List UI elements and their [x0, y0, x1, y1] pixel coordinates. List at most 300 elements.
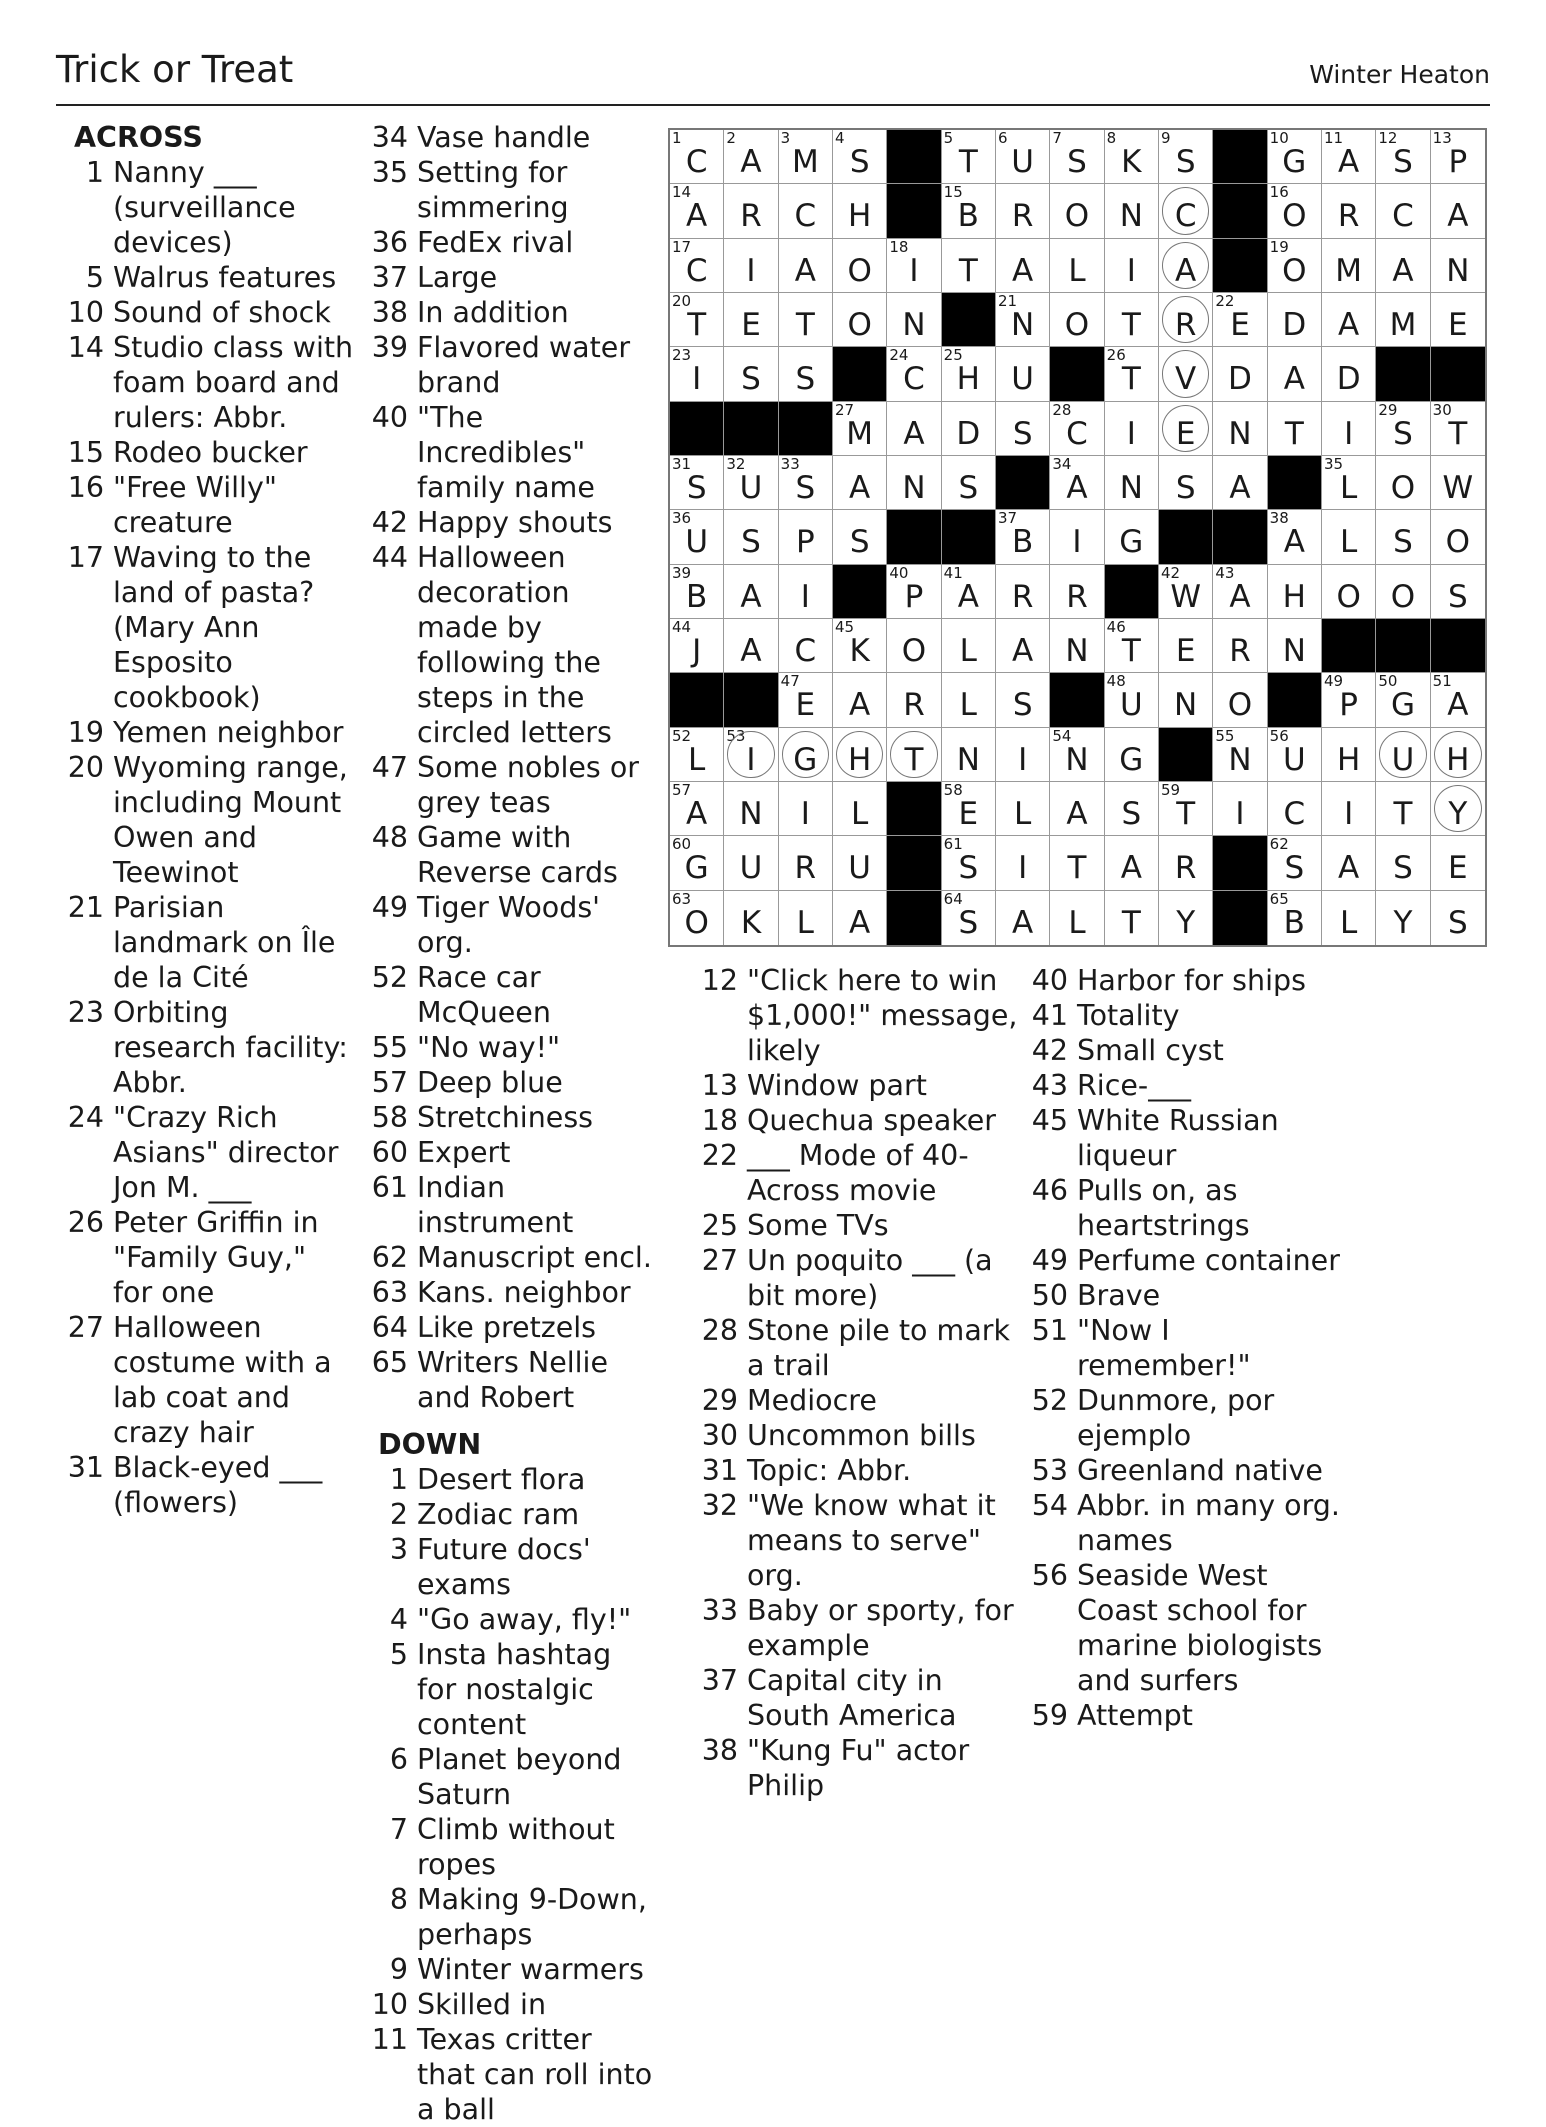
down-clue-31 [698, 1453, 1018, 1488]
cell-letter: S [958, 469, 979, 506]
clue-text: "Go away, fly!" [417, 1603, 632, 1636]
cell-letter: L [1014, 795, 1032, 832]
cell-number: 15 [943, 183, 963, 202]
cell-number: 33 [780, 454, 800, 473]
grid-cell [1050, 402, 1104, 456]
clue-text: Writers Nellie and Robert [417, 1346, 609, 1414]
clue-text: Capital city in South America [747, 1664, 957, 1732]
cell-letter: A [1229, 469, 1251, 506]
down-clue-59 [1028, 1698, 1348, 1733]
clue-text: Tiger Woods' org. [417, 891, 601, 959]
cell-letter: E [1230, 306, 1250, 343]
grid-cell [1322, 347, 1376, 401]
black-square [887, 782, 941, 836]
across-clue-26 [64, 1205, 354, 1310]
across-clue-16 [64, 470, 354, 540]
cell-letter: R [903, 687, 925, 724]
cell-letter: P [904, 578, 924, 615]
grid-cell [942, 347, 996, 401]
cell-letter: C [903, 361, 925, 398]
cell-letter: C [685, 252, 708, 289]
grid-cell [779, 130, 833, 184]
cell-letter: M [791, 144, 819, 180]
grid-cell [670, 456, 724, 510]
grid-cell [996, 402, 1050, 456]
grid-cell [1050, 565, 1104, 619]
clue-number: 15 [67, 436, 104, 469]
cell-letter: O [1336, 578, 1361, 615]
black-square [887, 184, 941, 238]
down-clue-2 [368, 1497, 658, 1532]
cell-number: 8 [1106, 129, 1117, 147]
grid-cell [1105, 239, 1159, 293]
clue-text: "No way!" [417, 1031, 561, 1064]
clue-text: Like pretzels [417, 1311, 597, 1344]
cell-number: 5 [943, 129, 954, 147]
clue-number: 60 [371, 1136, 408, 1169]
cell-letter: U [1391, 741, 1415, 778]
across-clue-38 [368, 295, 658, 330]
across-clue-27 [64, 1310, 354, 1450]
grid-cell [1431, 402, 1485, 456]
clue-text: Climb without ropes [417, 1813, 615, 1881]
down-clue-33 [698, 1593, 1018, 1663]
clue-text: Halloween costume with a lab coat and crazy hair [113, 1311, 332, 1449]
grid-cell [1050, 619, 1104, 673]
clue-text: "We know what it means to serve" org. [747, 1489, 996, 1592]
down-clue-5 [368, 1637, 658, 1742]
across-clue-47 [368, 750, 658, 820]
clue-text: Parisian landmark on Île de la Cité [113, 891, 336, 994]
cell-letter: H [956, 361, 980, 398]
grid-cell [1431, 130, 1485, 184]
cell-number: 27 [834, 400, 855, 419]
grid-cell [724, 782, 778, 836]
down-clue-6 [368, 1742, 658, 1812]
cell-letter: L [1340, 904, 1358, 941]
cell-number: 36 [672, 509, 692, 528]
clue-number: 30 [701, 1419, 738, 1452]
grid-cell [724, 130, 778, 184]
clue-text: Orbiting research facility: Abbr. [113, 996, 348, 1099]
grid-cell [1213, 456, 1267, 510]
cell-number: 37 [997, 509, 1018, 528]
cell-letter: U [1282, 741, 1306, 778]
black-square [1268, 673, 1322, 727]
cell-letter: A [1066, 795, 1088, 832]
cell-letter: T [1121, 306, 1141, 343]
clue-text: Waving to the land of pasta? (Mary Ann Esposito cookbook) [113, 541, 315, 714]
clue-number: 39 [371, 331, 408, 364]
clue-number: 37 [701, 1664, 738, 1697]
black-square [779, 402, 833, 456]
cell-letter: A [1392, 252, 1414, 289]
cell-letter: A [1338, 306, 1360, 343]
clue-number: 54 [1031, 1489, 1068, 1522]
clue-text: Nanny ___ (surveillance devices) [113, 156, 296, 259]
grid-cell [942, 456, 996, 510]
grid-cell [1431, 293, 1485, 347]
clue-number: 31 [67, 1451, 104, 1484]
clue-number: 29 [701, 1384, 738, 1417]
clue-number: 51 [1031, 1314, 1068, 1347]
grid-cell [1159, 130, 1213, 184]
grid-cell [833, 510, 887, 564]
down-clue-54 [1028, 1488, 1348, 1558]
grid-cell [1376, 239, 1430, 293]
grid-cell [1159, 239, 1213, 293]
clue-text: Un poquito ___ (a bit more) [747, 1244, 993, 1312]
across-clue-63 [368, 1275, 658, 1310]
grid-cell [1159, 184, 1213, 238]
cell-number: 60 [672, 835, 692, 854]
cell-letter: N [956, 741, 980, 778]
down-clue-51 [1028, 1313, 1348, 1383]
clue-column-1 [64, 120, 354, 1520]
cell-letter: C [794, 632, 817, 669]
grid-cell [724, 510, 778, 564]
clue-text: Kans. neighbor [417, 1276, 631, 1309]
grid-cell [1322, 728, 1376, 782]
clue-column-2 [368, 120, 658, 2127]
clue-number: 5 [389, 1638, 408, 1671]
cell-letter: B [957, 198, 979, 235]
header-divider [56, 104, 1490, 106]
down-clue-38 [698, 1733, 1018, 1803]
grid-cell [779, 728, 833, 782]
grid-cell [1050, 891, 1104, 945]
cell-number: 9 [1160, 129, 1171, 147]
cell-letter: S [958, 850, 979, 887]
grid-cell [996, 293, 1050, 347]
grid-cell [779, 565, 833, 619]
clue-text: FedEx rival [417, 226, 574, 259]
grid-cell [1159, 782, 1213, 836]
cell-letter: A [1229, 578, 1251, 615]
clue-number: 27 [67, 1311, 104, 1344]
down-clue-45 [1028, 1103, 1348, 1173]
cell-letter: O [1390, 469, 1416, 506]
grid-cell [1050, 184, 1104, 238]
cell-letter: A [1120, 850, 1142, 887]
grid-cell [1376, 891, 1430, 945]
grid-cell [996, 836, 1050, 890]
across-clue-31 [64, 1450, 354, 1520]
grid-cell [1376, 293, 1430, 347]
grid-cell [724, 293, 778, 347]
grid-cell [1050, 293, 1104, 347]
cell-letter: I [692, 361, 702, 398]
across-clue-48 [368, 820, 658, 890]
down-clue-11 [368, 2022, 658, 2127]
cell-letter: R [1337, 198, 1360, 235]
clue-number: 10 [67, 296, 104, 329]
grid-cell [670, 619, 724, 673]
cell-letter: O [1445, 524, 1471, 561]
clue-text: Sound of shock [113, 296, 331, 329]
cell-letter: S [1393, 415, 1413, 452]
grid-cell [996, 239, 1050, 293]
cell-letter: I [909, 252, 919, 289]
clue-text: Stretchiness [417, 1101, 594, 1134]
grid-cell [1376, 402, 1430, 456]
clue-number: 8 [389, 1883, 408, 1916]
clue-text: Baby or sporty, for example [747, 1594, 1014, 1662]
cell-letter: Y [1176, 904, 1196, 941]
grid-cell [996, 673, 1050, 727]
cell-number: 12 [1378, 129, 1398, 147]
cell-letter: O [901, 632, 927, 669]
clue-text: Uncommon bills [747, 1419, 976, 1452]
grid-cell [1376, 130, 1430, 184]
grid-cell [1105, 619, 1159, 673]
across-heading: ACROSS [74, 121, 203, 154]
clue-number: 53 [1031, 1454, 1068, 1487]
grid-cell [1159, 565, 1213, 619]
down-clue-12 [698, 963, 1018, 1068]
down-clue-40 [1028, 963, 1348, 998]
cell-letter: C [1066, 415, 1088, 452]
grid-cell [996, 891, 1050, 945]
grid-cell [1431, 782, 1485, 836]
cell-letter: I [1126, 415, 1136, 452]
cell-number: 46 [1106, 617, 1126, 636]
grid-cell [833, 619, 887, 673]
black-square [1376, 619, 1430, 673]
grid-cell [1376, 673, 1430, 727]
grid-cell [942, 184, 996, 238]
clue-text: Expert [417, 1136, 511, 1169]
black-square [1213, 130, 1267, 184]
cell-number: 56 [1269, 726, 1289, 745]
grid-cell [724, 565, 778, 619]
clue-number: 16 [67, 471, 104, 504]
down-heading: DOWN [378, 1428, 482, 1461]
across-clue-19 [64, 715, 354, 750]
clue-text: Desert flora [417, 1463, 586, 1496]
cell-letter: S [795, 361, 816, 398]
cell-number: 51 [1432, 672, 1452, 691]
grid-cell [779, 673, 833, 727]
cell-letter: A [1447, 198, 1469, 235]
cell-letter: R [1066, 578, 1088, 615]
cell-letter: N [1011, 306, 1035, 343]
grid-cell [670, 728, 724, 782]
clue-number: 2 [389, 1498, 408, 1531]
cell-letter: I [1344, 415, 1354, 452]
down-clue-43 [1028, 1068, 1348, 1103]
grid-cell [887, 293, 941, 347]
clue-number: 20 [67, 751, 104, 784]
down-clue-13 [698, 1068, 1018, 1103]
cell-letter: D [1336, 361, 1361, 398]
clue-text: Mediocre [747, 1384, 877, 1417]
cell-letter: R [1174, 850, 1197, 887]
grid-cell [670, 239, 724, 293]
cell-letter: S [741, 524, 761, 561]
grid-cell [779, 619, 833, 673]
black-square [1431, 619, 1485, 673]
down-clue-18 [698, 1103, 1018, 1138]
clue-number: 62 [371, 1241, 408, 1274]
clue-number: 6 [389, 1743, 408, 1776]
black-square [1213, 836, 1267, 890]
across-clue-35 [368, 155, 658, 225]
down-clue-49 [1028, 1243, 1348, 1278]
across-clue-52 [368, 960, 658, 1030]
cell-letter: A [849, 904, 871, 941]
grid-cell [670, 184, 724, 238]
cell-letter: A [1175, 252, 1197, 289]
clue-text: Yemen neighbor [113, 716, 344, 749]
cell-letter: O [1282, 252, 1307, 289]
cell-letter: R [740, 198, 762, 235]
down-clue-4 [368, 1602, 658, 1637]
grid-cell [779, 239, 833, 293]
down-clue-22 [698, 1138, 1018, 1208]
clue-number: 40 [371, 401, 408, 434]
grid-cell [1105, 184, 1159, 238]
cell-letter: L [1068, 904, 1086, 941]
grid-cell [887, 402, 941, 456]
grid-cell [779, 293, 833, 347]
grid-cell [1213, 619, 1267, 673]
cell-number: 3 [780, 129, 791, 147]
across-list-part-1 [64, 155, 354, 1520]
grid-cell [1268, 565, 1322, 619]
grid-cell [724, 347, 778, 401]
cell-number: 6 [997, 129, 1008, 147]
grid-cell [833, 239, 887, 293]
grid-cell [1159, 293, 1213, 347]
grid-cell [1322, 293, 1376, 347]
grid-cell [1105, 728, 1159, 782]
cell-letter: H [848, 198, 872, 235]
cell-number: 47 [780, 672, 800, 691]
cell-letter: W [1442, 469, 1474, 506]
cell-letter: U [848, 850, 871, 887]
cell-number: 42 [1160, 563, 1181, 582]
clue-number: 21 [67, 891, 104, 924]
cell-letter: G [684, 850, 709, 887]
clue-text: Quechua speaker [747, 1104, 997, 1137]
cell-letter: B [686, 578, 708, 615]
cell-letter: A [1283, 524, 1305, 561]
cell-letter: S [1393, 524, 1413, 561]
grid-cell [996, 510, 1050, 564]
black-square [1431, 347, 1485, 401]
clue-text: Rodeo bucker [113, 436, 308, 469]
cell-letter: M [846, 415, 874, 452]
cell-number: 43 [1215, 563, 1235, 582]
cell-letter: A [1066, 469, 1088, 506]
clue-number: 43 [1031, 1069, 1068, 1102]
clue-text: "Kung Fu" actor Philip [747, 1734, 970, 1802]
grid-cell [996, 782, 1050, 836]
black-square [1268, 456, 1322, 510]
clue-text: Wyoming range, including Mount Owen and Teewinot [113, 751, 348, 889]
grid-cell [1105, 782, 1159, 836]
clue-text: White Russian liqueur [1077, 1104, 1279, 1172]
black-square [887, 891, 941, 945]
cell-number: 24 [889, 346, 909, 365]
clue-text: Winter warmers [417, 1953, 644, 1986]
cell-letter: U [739, 850, 763, 887]
cell-number: 41 [943, 563, 963, 582]
grid-cell [887, 239, 941, 293]
clue-text: "The Incredibles" family name [417, 401, 595, 504]
grid-cell [1322, 130, 1376, 184]
cell-number: 44 [672, 617, 692, 636]
black-square [670, 402, 724, 456]
down-list-part-3 [1028, 963, 1348, 1733]
clue-number: 55 [371, 1031, 408, 1064]
clue-text: Peter Griffin in "Family Guy," for one [113, 1206, 319, 1309]
grid-cell [1268, 891, 1322, 945]
grid-cell [1268, 402, 1322, 456]
clue-number: 59 [1031, 1699, 1068, 1732]
cell-letter: A [740, 144, 762, 180]
puzzle-author: Winter Heaton [1309, 60, 1490, 89]
clue-number: 35 [371, 156, 408, 189]
across-clue-17 [64, 540, 354, 715]
across-clue-15 [64, 435, 354, 470]
grid-cell [1159, 891, 1213, 945]
cell-number: 4 [834, 129, 845, 147]
down-clue-25 [698, 1208, 1018, 1243]
clue-text: "Click here to win $1,000!" message, likely [747, 964, 1018, 1067]
cell-letter: T [904, 741, 924, 778]
grid-cell [942, 130, 996, 184]
clue-number: 14 [67, 331, 104, 364]
black-square [1050, 673, 1104, 727]
across-clue-62 [368, 1240, 658, 1275]
clue-number: 1 [389, 1463, 408, 1496]
cell-letter: A [1012, 252, 1034, 289]
cell-letter: C [1392, 198, 1414, 235]
grid-cell [1105, 347, 1159, 401]
black-square [1159, 510, 1213, 564]
cell-letter: G [793, 741, 818, 778]
grid-cell [1322, 184, 1376, 238]
cell-number: 64 [943, 889, 963, 908]
grid-cell [833, 836, 887, 890]
clue-text: In addition [417, 296, 569, 329]
clue-number: 52 [1031, 1384, 1068, 1417]
cell-number: 53 [726, 726, 746, 745]
grid-cell [670, 293, 724, 347]
cell-letter: C [1283, 795, 1306, 832]
grid-cell [1376, 510, 1430, 564]
cell-number: 20 [672, 291, 692, 310]
clue-text: Window part [747, 1069, 927, 1102]
down-clue-27 [698, 1243, 1018, 1313]
clue-text: Setting for simmering [417, 156, 569, 224]
cell-letter: G [1282, 144, 1307, 180]
clue-text: "Free Willy" creature [113, 471, 277, 539]
cell-letter: N [1282, 632, 1306, 669]
cell-letter: L [796, 904, 814, 941]
cell-letter: P [795, 524, 815, 561]
cell-letter: A [849, 469, 871, 506]
cell-letter: L [959, 687, 977, 724]
cell-letter: C [685, 144, 708, 180]
down-clue-53 [1028, 1453, 1348, 1488]
clue-text: ___ Mode of 40-Across movie [747, 1139, 969, 1207]
clue-text: Some nobles or grey teas [417, 751, 639, 819]
clue-number: 13 [701, 1069, 738, 1102]
clue-number: 44 [371, 541, 408, 574]
